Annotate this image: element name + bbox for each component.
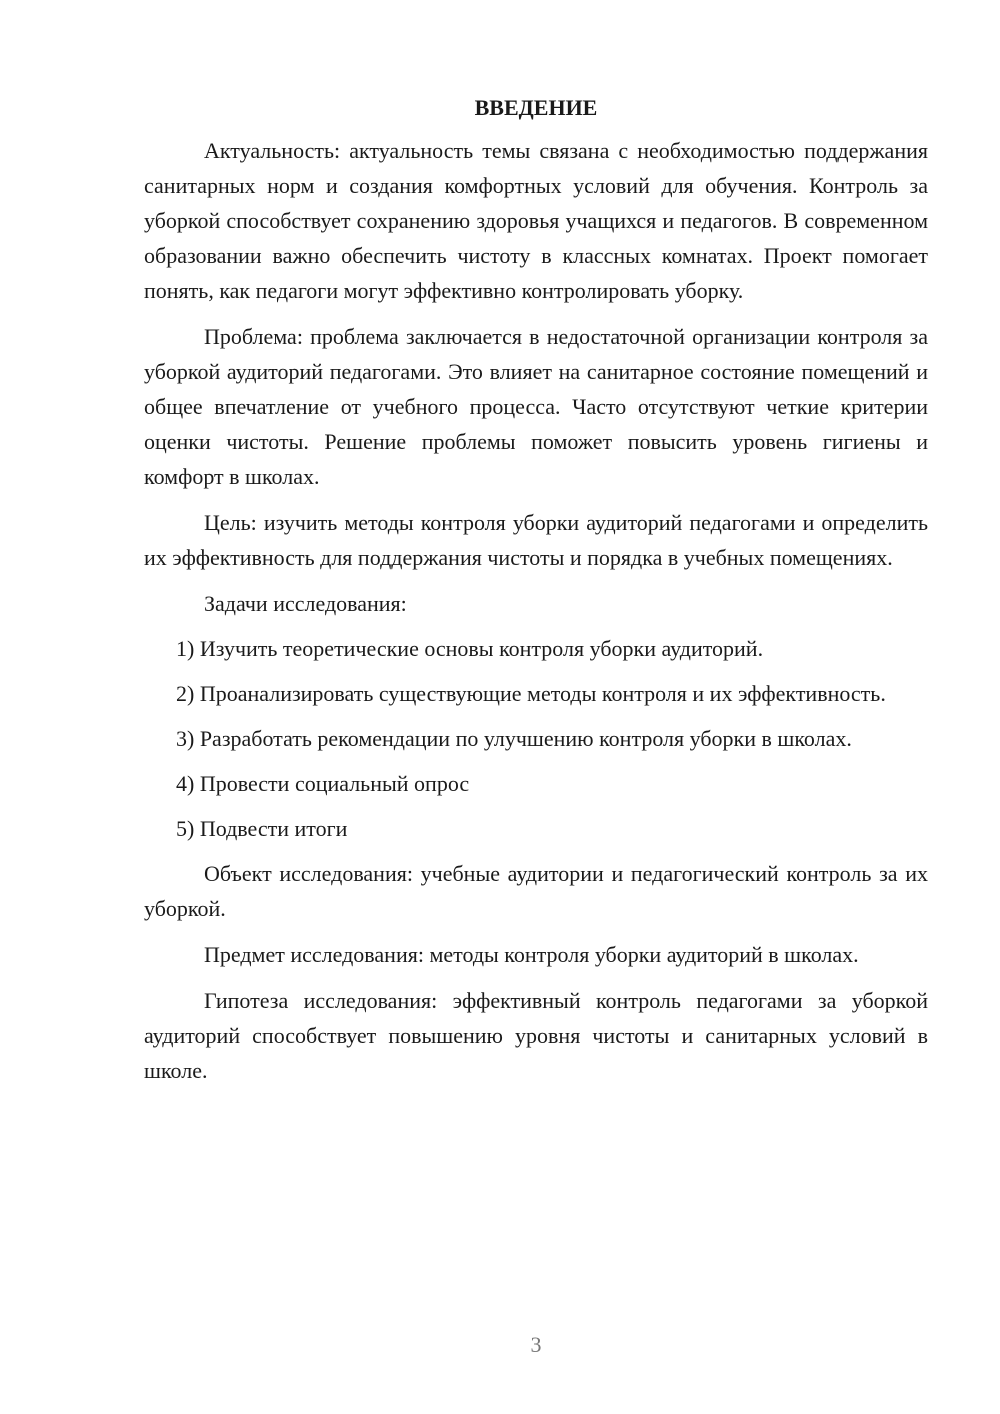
page-content (144, 90, 928, 1099)
task-item: 2) Проанализировать существующие методы контроля и их эффективность. (176, 681, 886, 706)
paragraph-hypothesis: Гипотеза исследования: эффективный контроль педагогами за уборкой аудиторий способствует повышению уровня чистоты и санитарных условий в школе. (144, 988, 928, 1083)
paragraph-goal: Цель: изучить методы контроля уборки аудиторий педагогами и определить их эффективность для поддержания чистоты и порядка в учебных помещениях. (144, 510, 928, 570)
task-item: 5) Подвести итоги (176, 816, 348, 841)
paragraph-problem: Проблема: проблема заключается в недостаточной организации контроля за уборкой аудиторий педагогами. Это влияет на санитарное состояние помещений и общее впечатление от учебного процесса. Часто отсутствуют четкие критерии оценки чистоты. Решение проблемы поможет повысить уровень гигиены и комфорт в школах. (144, 324, 928, 489)
tasks-heading: Задачи исследования: (204, 591, 407, 616)
paragraph-subject: Предмет исследования: методы контроля уборки аудиторий в школах. (204, 942, 859, 967)
task-item: 1) Изучить теоретические основы контроля уборки аудиторий. (176, 636, 764, 661)
paragraph-object: Объект исследования: учебные аудитории и педагогический контроль за их уборкой. (144, 861, 928, 921)
task-item: 4) Провести социальный опрос (176, 771, 470, 796)
task-item: 3) Разработать рекомендации по улучшению контроля уборки в школах. (176, 726, 852, 751)
section-title: ВВЕДЕНИЕ (474, 95, 598, 120)
paragraph-relevance: Актуальность: актуальность темы связана с необходимостью поддержания санитарных норм и создания комфортных условий для обучения. Контроль за уборкой способствует сохранению здоровья учащихся и педагогов. В современном образовании важно обеспечить чистоту в классных комнатах. Проект помогает понять, как педагоги могут эффективно контролировать уборку. (144, 138, 928, 303)
tasks-list (144, 631, 928, 846)
page-number: 3 (530, 1332, 542, 1357)
